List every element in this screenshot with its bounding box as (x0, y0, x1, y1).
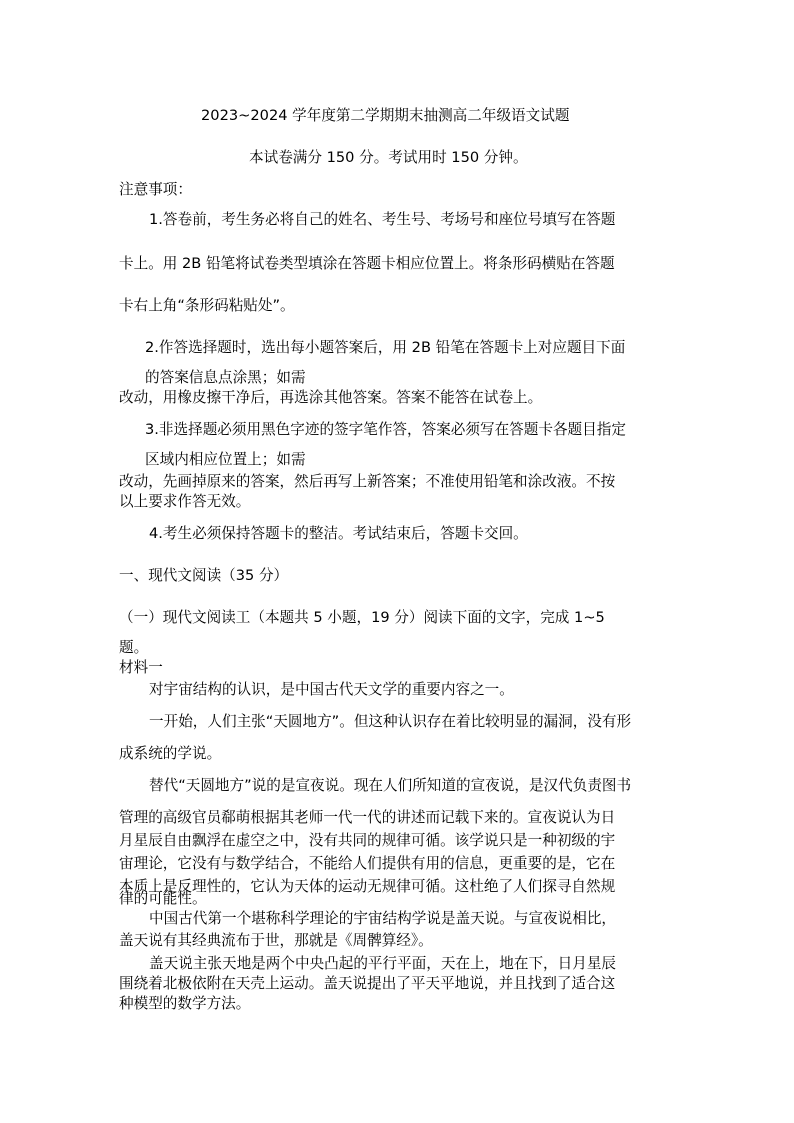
paragraph-5-line-1: 盖天说主张天地是两个中央凸起的平行平面，天在上，地在下，日月星辰 (149, 955, 617, 972)
paragraph-1: 对宇宙结构的认识，是中国古代天文学的重要内容之一。 (149, 681, 514, 698)
note-2-line-2: 的答案信息点涂黑；如需 (145, 369, 306, 386)
paragraph-2-line-2: 成系统的学说。 (119, 745, 222, 762)
note-3-line-4: 以上要求作答无效。 (119, 493, 251, 510)
paragraph-3-line-1: 替代“天圆地方”说的是宣夜说。现在人们所知道的宣夜说，是汉代负责图书 (149, 777, 632, 794)
note-2-line-1: 2.作答选择题时，选出每小题答案后，用 2B 铅笔在答题卡上对应题目下面 (145, 339, 626, 356)
paragraph-4-line-1: 中国古代第一个堪称科学理论的宇宙结构学说是盖天说。与宣夜说相比， (149, 910, 617, 927)
subsection-heading-line-1: （一）现代文阅读工（本题共 5 小题，19 分）阅读下面的文字，完成 1~5 (119, 609, 605, 626)
note-3-line-2: 区域内相应位置上；如需 (145, 451, 306, 468)
paragraph-3-line-6: 律的可能性。 (119, 890, 207, 907)
note-3-line-3: 改动，先画掉原来的答案，然后再写上新答案；不准使用铅笔和涂改液。不按 (119, 473, 616, 490)
note-1-line-2: 卡上。用 2B 铅笔将试卷类型填涂在答题卡相应位置上。将条形码横贴在答题 (119, 255, 615, 272)
exam-subtitle: 本试卷满分 150 分。考试用时 150 分钟。 (249, 149, 528, 166)
paragraph-3-line-3: 月星辰自由飘浮在虚空之中，没有共同的规律可循。该学说只是一种初级的宇 (119, 832, 616, 849)
paragraph-3-line-5: 本质上是反理性的，它认为天体的运动无规律可循。这杜绝了人们探寻自然规 (119, 878, 616, 895)
exam-title: 2023~2024 学年度第二学期期末抽测高二年级语文试题 (201, 107, 570, 124)
material-label: 材料一 (119, 659, 163, 676)
note-1-line-1: 1.答卷前，考生务必将自己的姓名、考生号、考场号和座位号填写在答题 (149, 211, 616, 228)
note-1-line-3: 卡右上角“条形码粘贴处”。 (119, 297, 295, 314)
paragraph-2-line-1: 一开始，人们主张“天圆地方”。但这种认识存在着比较明显的漏洞，没有形 (149, 713, 632, 730)
note-3-line-1: 3.非选择题必须用黑色字迹的签字笔作答，答案必须写在答题卡各题目指定 (145, 421, 626, 438)
paragraph-4-line-2: 盖天说有其经典流布于世，那就是《周髀算经》。 (119, 932, 433, 949)
notice-heading: 注意事项： (119, 181, 192, 198)
subsection-heading-line-2: 题。 (119, 639, 149, 656)
paragraph-3-line-4: 宙理论，它没有与数学结合，不能给人们提供有用的信息，更重要的是，它在 (119, 855, 616, 872)
note-4-line-1: 4.考生必须保持答题卡的整洁。考试结束后，答题卡交回。 (149, 525, 528, 542)
paragraph-3-line-2: 管理的高级官员郗萌根据其老师一代一代的讲述而记载下来的。宣夜说认为日 (119, 809, 616, 826)
paragraph-5-line-2: 围绕着北极依附在天壳上运动。盖天说提出了平天平地说，并且找到了适合这 (119, 975, 616, 992)
section-heading-1: 一、现代文阅读（35 分） (119, 567, 289, 584)
note-2-line-3: 改动，用橡皮擦干净后，再选涂其他答案。答案不能答在试卷上。 (119, 389, 543, 406)
paragraph-5-line-3: 种模型的数学方法。 (119, 995, 251, 1012)
